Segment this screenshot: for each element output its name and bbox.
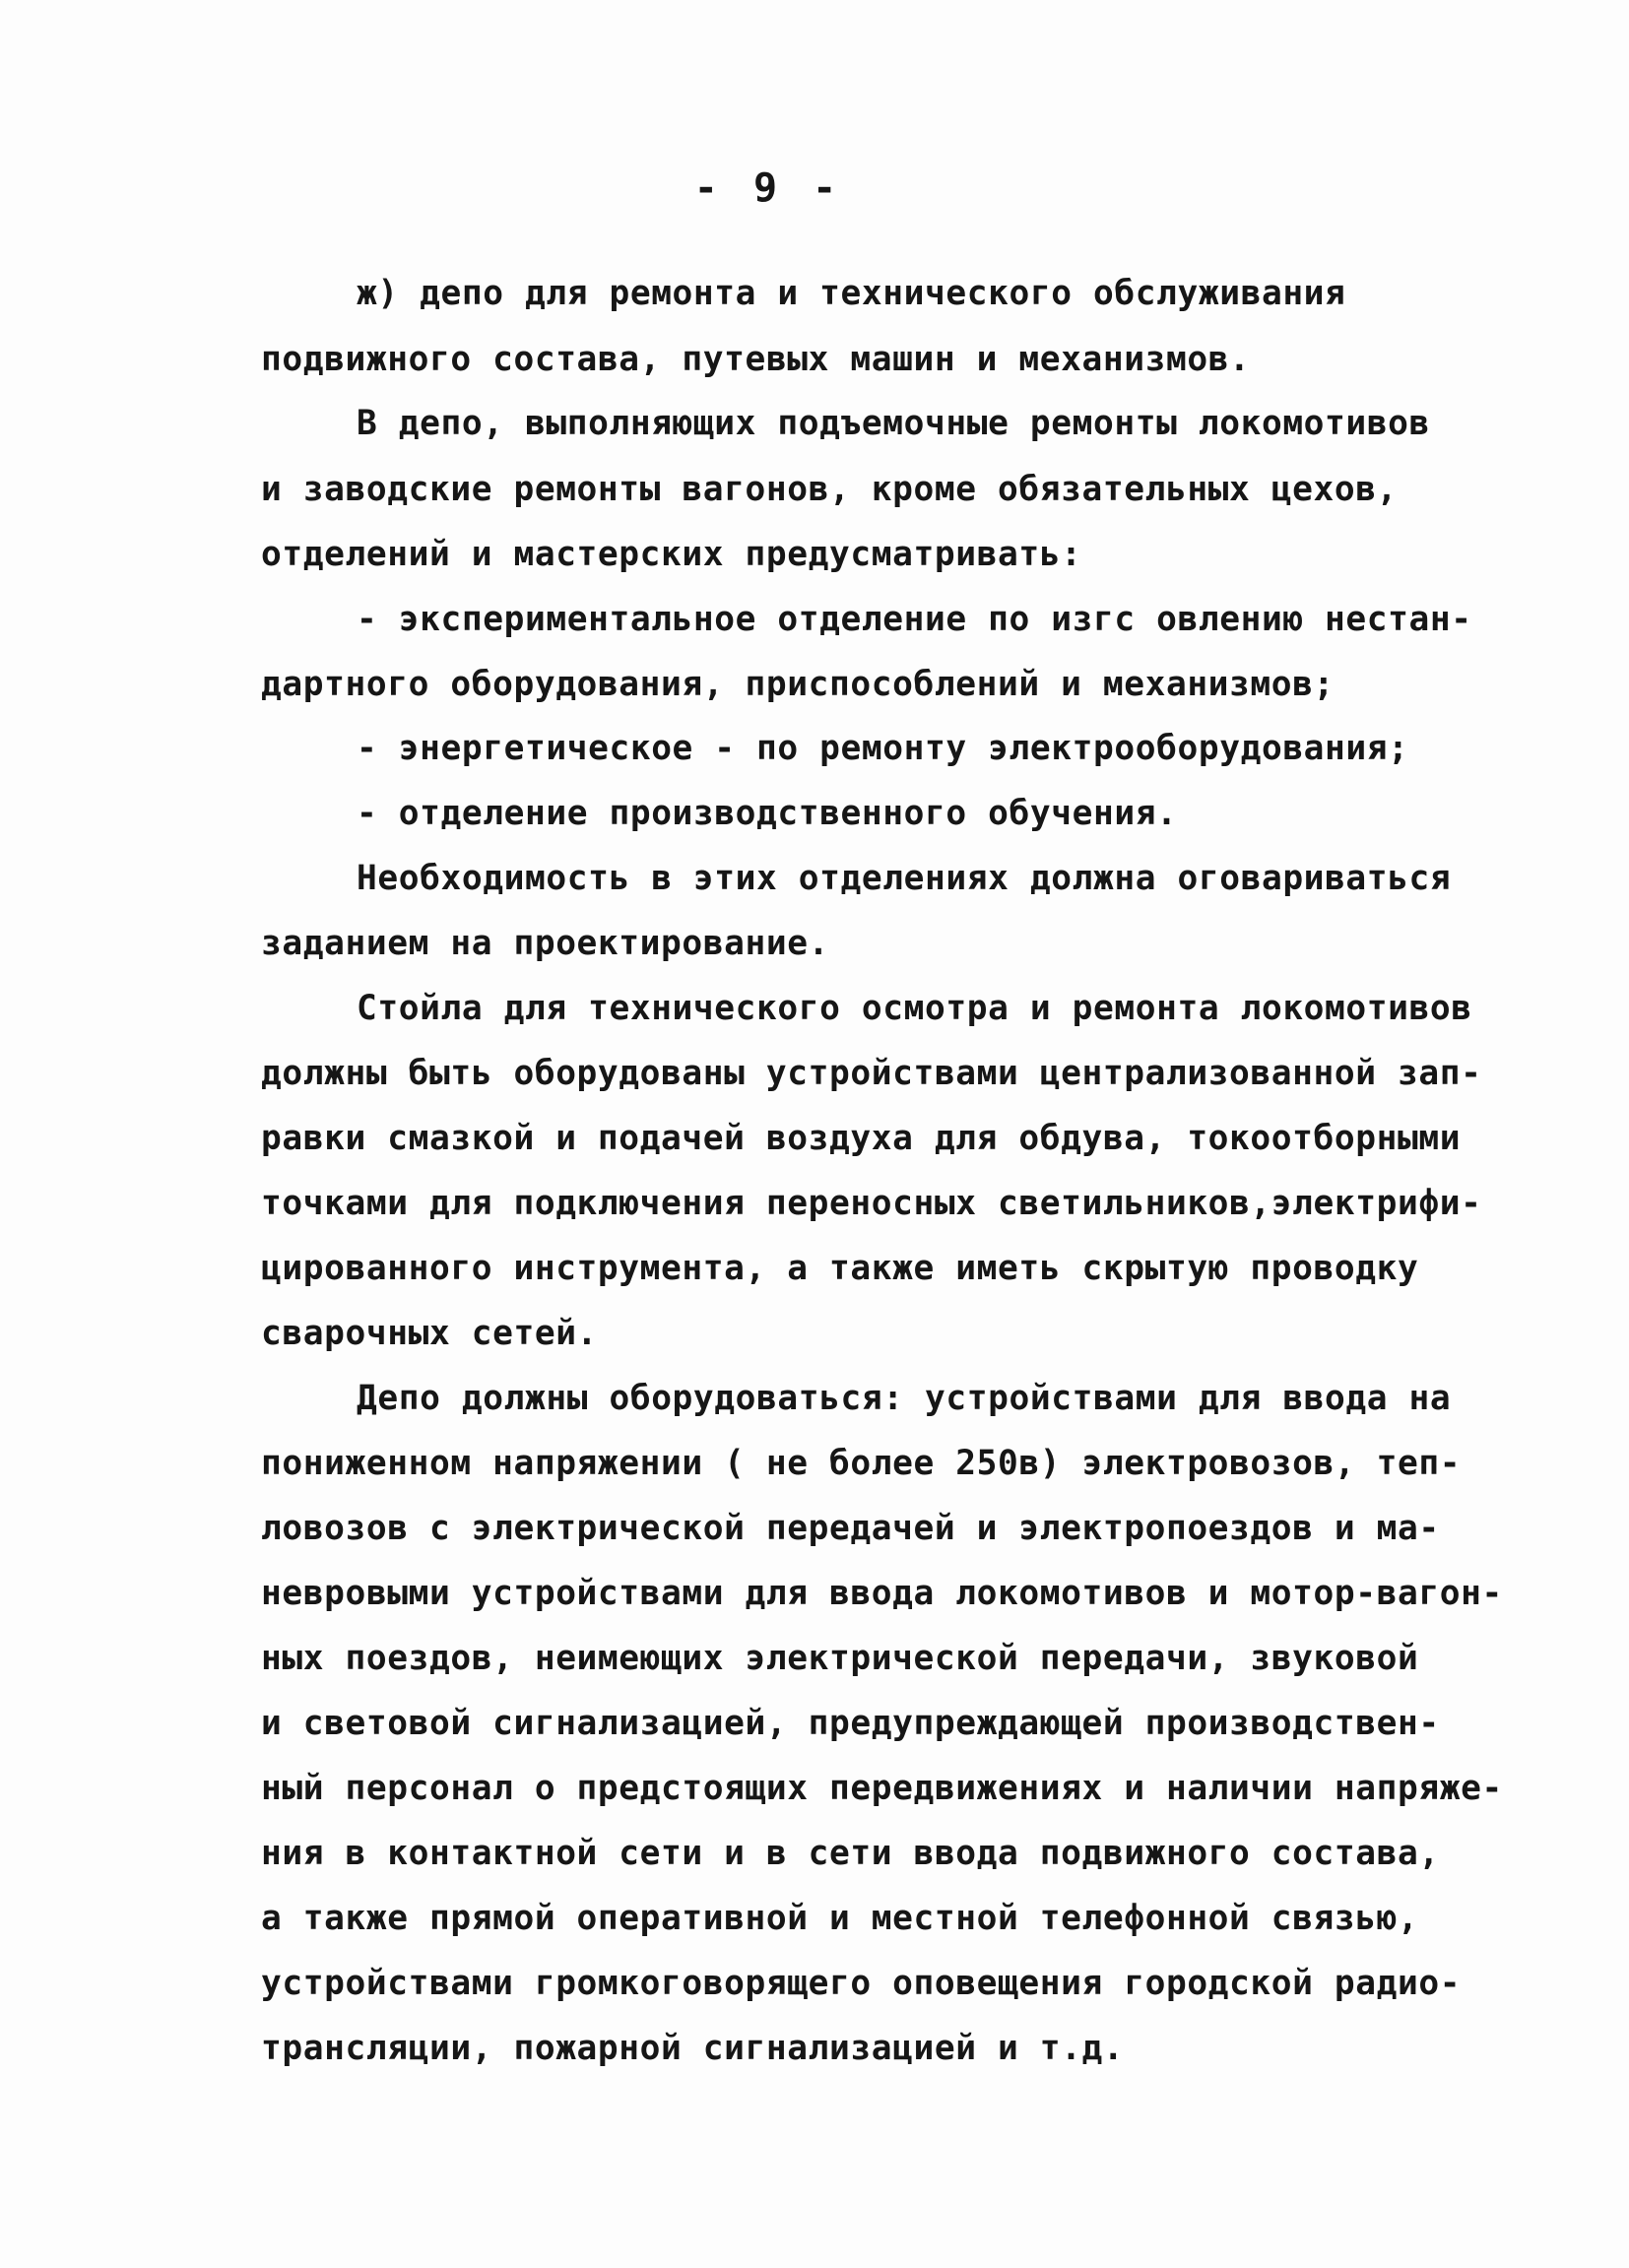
- text-line: равки смазкой и подачей воздуха для обдува, токоотборными: [261, 1119, 1462, 1158]
- text-line: цированного инструмента, а также иметь скрытую проводку: [261, 1249, 1419, 1288]
- text-line: заданием на проектирование.: [261, 924, 830, 963]
- text-line: точками для подключения переносных светильников,электрифи-: [261, 1184, 1482, 1223]
- text-line: ж) депо для ремонта и технического обслуживания: [357, 274, 1346, 313]
- text-line: Необходимость в этих отделениях должна оговариваться: [357, 859, 1452, 898]
- text-line: устройствами громкоговорящего оповещения городской радио-: [261, 1964, 1462, 2003]
- text-line: невровыми устройствами для ввода локомотивов и мотор-вагон-: [261, 1574, 1503, 1613]
- text-line: ных поездов, неимеющих электрической передачи, звуковой: [261, 1639, 1419, 1678]
- text-line: а также прямой оперативной и местной телефонной связью,: [261, 1899, 1419, 1938]
- text-line: сварочных сетей.: [261, 1314, 598, 1353]
- text-line: и заводские ремонты вагонов, кроме обязательных цехов,: [261, 470, 1399, 509]
- text-line: Стойла для технического осмотра и ремонта локомотивов: [357, 989, 1472, 1028]
- text-line: дартного оборудования, приспособлений и механизмов;: [261, 665, 1335, 704]
- text-line: - экспериментальное отделение по изгс овлению нестан-: [357, 600, 1472, 639]
- text-line: - отделение производственного обучения.: [357, 794, 1178, 833]
- text-line: трансляции, пожарной сигнализацией и т.д.: [261, 2029, 1125, 2068]
- text-line: - энергетическое - по ремонту электрооборудования;: [357, 729, 1409, 768]
- page-number: - 9 -: [693, 165, 843, 211]
- text-line: и световой сигнализацией, предупреждающей производствен-: [261, 1704, 1440, 1743]
- text-line: ный персонал о предстоящих передвижениях и наличии напряже-: [261, 1769, 1503, 1808]
- text-line: отделений и мастерских предусматривать:: [261, 535, 1082, 574]
- text-line: ловозов с электрической передачей и электропоездов и ма-: [261, 1509, 1440, 1548]
- text-line: Депо должны оборудоваться: устройствами для ввода на: [357, 1379, 1452, 1418]
- text-line: ния в контактной сети и в сети ввода подвижного состава,: [261, 1834, 1440, 1873]
- text-line: пониженном напряжении ( не более 250в) электровозов, теп-: [261, 1444, 1462, 1483]
- text-line: В депо, выполняющих подъемочные ремонты локомотивов: [357, 404, 1430, 443]
- text-line: должны быть оборудованы устройствами централизованной зап-: [261, 1054, 1482, 1093]
- text-line: подвижного состава, путевых машин и механизмов.: [261, 340, 1251, 379]
